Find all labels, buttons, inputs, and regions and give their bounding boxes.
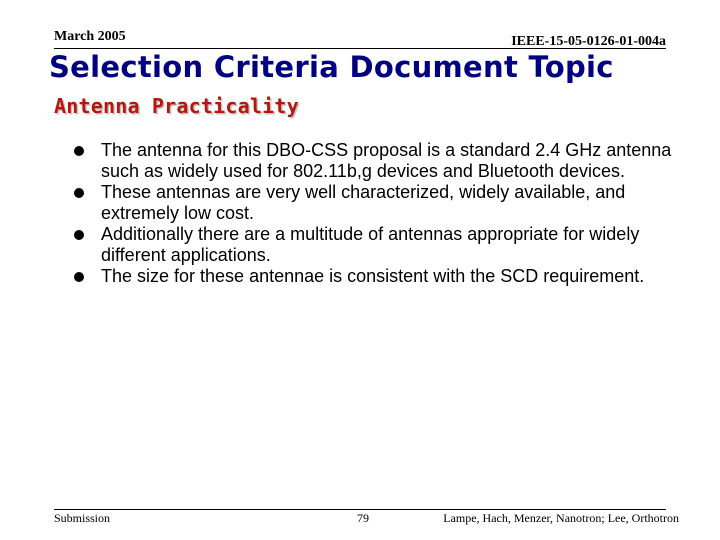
bullet-dot-icon	[74, 146, 84, 156]
bullet-dot-icon	[74, 272, 84, 282]
bullet-item	[74, 224, 684, 266]
header-date: March 2005	[54, 29, 126, 44]
slide-subtitle: Antenna Practicality	[54, 94, 299, 118]
footer-authors: Lampe, Hach, Menzer, Nanotron; Lee, Orthotron	[443, 511, 679, 525]
footer-divider	[54, 509, 666, 510]
slide-title: Selection Criteria Document Topic	[49, 50, 614, 84]
bullet-text: These antennas are very well characterized, widely available, and extremely low cost.	[101, 182, 626, 223]
footer-page-number: 79	[357, 511, 369, 525]
bullet-list	[74, 140, 684, 287]
bullet-text: Additionally there are a multitude of antennas appropriate for widely different applications.	[101, 224, 640, 265]
footer-submission: Submission	[54, 511, 111, 525]
bullet-text: The antenna for this DBO-CSS proposal is a standard 2.4 GHz antenna such as widely used for 802.11b,g devices and Bluetooth devices.	[101, 140, 672, 181]
bullet-item	[74, 266, 684, 287]
header-divider	[54, 48, 666, 49]
bullet-text: The size for these antennae is consistent with the SCD requirement.	[101, 266, 645, 286]
header-document-id: IEEE-15-05-0126-01-004a	[511, 34, 666, 49]
bullet-dot-icon	[74, 188, 84, 198]
bullet-dot-icon	[74, 230, 84, 240]
bullet-item	[74, 140, 684, 182]
bullet-item	[74, 182, 684, 224]
